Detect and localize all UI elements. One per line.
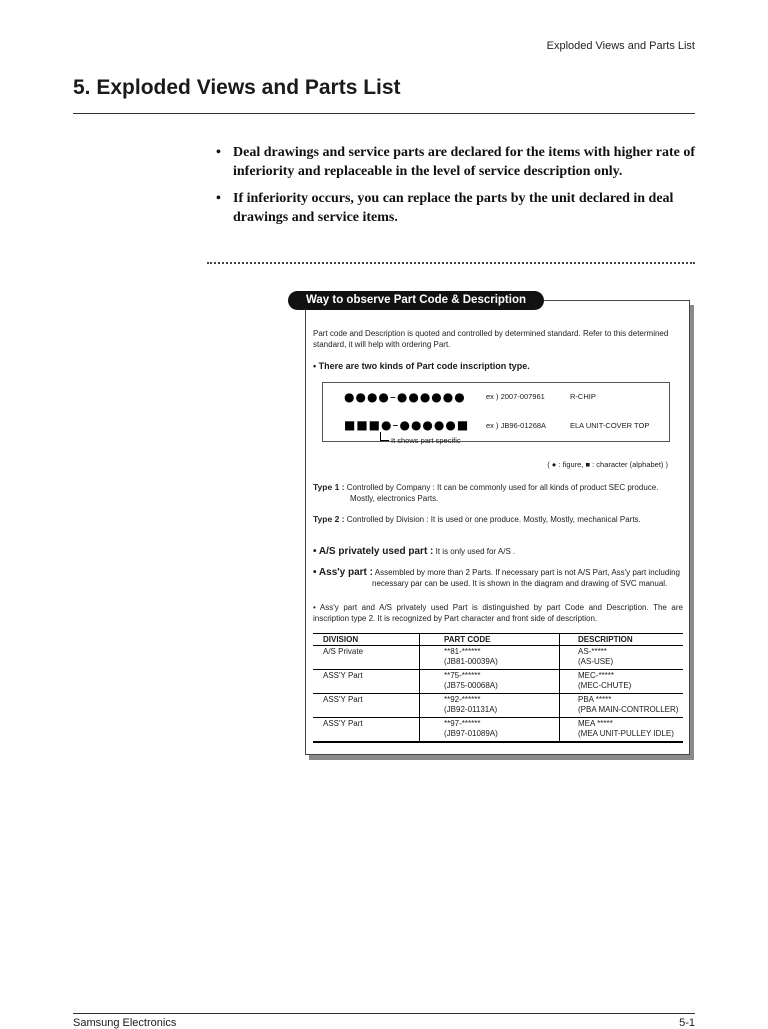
- cell-division: ASS'Y Part: [313, 694, 420, 718]
- cell-description: PBA ***** (PBA MAIN-CONTROLLER): [560, 694, 684, 718]
- example-1-desc: R-CHIP: [570, 392, 596, 401]
- bullet-item: • If inferiority occurs, you can replace the parts by the unit declared in deal drawings and service items.: [216, 191, 674, 225]
- cell-part-code: **75-****** (JB75-00068A): [420, 670, 560, 694]
- table-row: [313, 646, 683, 670]
- cell-description: MEC-***** (MEC-CHUTE): [560, 670, 684, 694]
- cell-division: A/S Private: [313, 646, 420, 670]
- cell-description: AS-***** (AS-USE): [560, 646, 684, 670]
- footer-page-number: 5-1: [679, 1017, 695, 1029]
- code-pattern-type1: ●●●●–●●●●●●: [344, 390, 466, 404]
- type1-description: Type 1 : Controlled by Company : It can be commonly used for all kinds of product SEC produce. Mostly, electronics Parts.: [313, 482, 659, 503]
- bracket-icon: [380, 432, 389, 441]
- example-2-code: ex ) JB96-01268A: [486, 421, 547, 430]
- page-title: 5. Exploded Views and Parts List: [73, 76, 401, 99]
- assy-part-note: • Ass'y part : Assembled by more than 2 Parts. If necessary part is not A/S Part, Ass'y part including necessary par can be used. It is shown in the diagram and drawing of SVC manual.: [313, 567, 680, 588]
- title-divider: [73, 113, 695, 114]
- intro-text: Part code and Description is quoted and controlled by determined standard. Refer to this determined standard, it will help with ordering Part.: [313, 329, 669, 349]
- bullet-list: [216, 143, 696, 235]
- footer-divider: [73, 1013, 695, 1014]
- cell-part-code: **81-****** (JB81-00039A): [420, 646, 560, 670]
- type2-description: Type 2 : Controlled by Division : It is used or one produce. Mostly, Mostly, mechanical Parts.: [313, 514, 641, 524]
- column-header: PART CODE: [420, 634, 560, 646]
- example-2-desc: ELA UNIT-COVER TOP: [570, 421, 650, 430]
- column-header: DIVISION: [313, 634, 420, 646]
- column-header: DESCRIPTION: [560, 634, 684, 646]
- distinguish-note: • Ass'y part and A/S privately used Part is distinguished by part Code and Description. The are inscription type 2. It is recognized by Part character and front side of description.: [313, 603, 683, 623]
- table-header-row: [313, 634, 683, 646]
- running-header: Exploded Views and Parts List: [546, 40, 695, 52]
- cell-division: ASS'Y Part: [313, 670, 420, 694]
- box-tab-title: Way to observe Part Code & Description: [288, 291, 544, 310]
- bullet-dot-icon: •: [216, 145, 221, 160]
- kinds-heading: • There are two kinds of Part code inscription type.: [313, 361, 530, 371]
- example-1-code: ex ) 2007-007961: [486, 392, 545, 401]
- specific-note: It shows part specific: [391, 436, 461, 445]
- table-row: [313, 670, 683, 694]
- part-code-table: [313, 633, 683, 743]
- dotted-divider: [207, 262, 695, 264]
- bullet-dot-icon: •: [216, 191, 221, 206]
- cell-part-code: **92-****** (JB92-01131A): [420, 694, 560, 718]
- privately-used-note: • A/S privately used part : It is only used for A/S .: [313, 546, 516, 557]
- bullet-item: • Deal drawings and service parts are declared for the items with higher rate of inferiority and replaceable in the level of service description only.: [216, 145, 696, 179]
- cell-description: MEA ***** (MEA UNIT-PULLEY IDLE): [560, 718, 684, 743]
- table-row: [313, 694, 683, 718]
- table-row: [313, 718, 683, 743]
- code-pattern-type2: ■■■●–●●●●●■: [344, 418, 470, 432]
- cell-division: ASS'Y Part: [313, 718, 420, 743]
- cell-part-code: **97-****** (JB97-01089A): [420, 718, 560, 743]
- symbol-legend: ( ● : figure, ■ : character (alphabet) ): [547, 460, 668, 469]
- footer-company: Samsung Electronics: [73, 1017, 177, 1029]
